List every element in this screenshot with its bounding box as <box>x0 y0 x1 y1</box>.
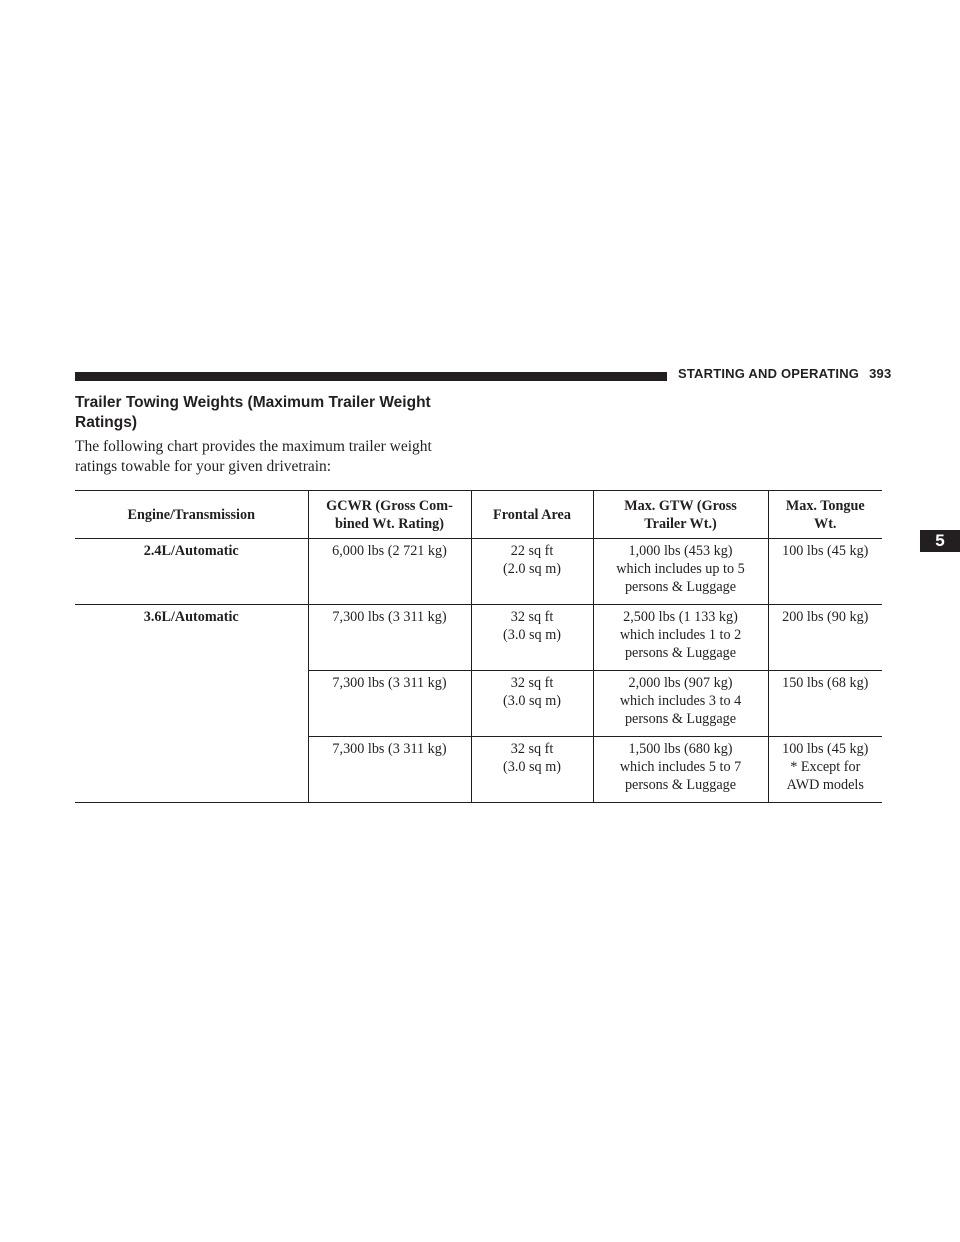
header-tongue-line2: Wt. <box>814 516 837 532</box>
header-section: STARTING AND OPERATING <box>678 366 860 381</box>
cell-gcwr: 7,300 lbs (3 311 kg) <box>308 737 471 803</box>
cell-engine: 2.4L/Automatic <box>75 539 308 605</box>
header-frontal-area: Frontal Area <box>471 491 593 539</box>
towing-weights-table <box>75 490 882 803</box>
cell-tongue-line1: 200 lbs (90 kg) <box>782 609 869 625</box>
cell-gtw-line1: 2,000 lbs (907 kg) <box>628 675 733 691</box>
cell-engine: 3.6L/Automatic <box>75 605 308 803</box>
section-title: Trailer Towing Weights (Maximum Trailer Weight Ratings) <box>75 394 431 431</box>
cell-gcwr: 6,000 lbs (2 721 kg) <box>308 539 471 605</box>
cell-area-line2: (3.0 sq m) <box>503 759 561 775</box>
cell-frontal-area <box>471 737 593 803</box>
header-gcwr <box>308 491 471 539</box>
cell-tongue-line1: 150 lbs (68 kg) <box>782 675 869 691</box>
cell-tongue <box>768 539 882 605</box>
cell-area-line2: (2.0 sq m) <box>503 561 561 577</box>
header-tongue <box>768 491 882 539</box>
cell-gtw-line2: which includes up to 5 <box>616 561 745 577</box>
cell-frontal-area <box>471 671 593 737</box>
cell-tongue-line2: * Except for <box>790 759 861 775</box>
cell-area-line1: 32 sq ft <box>510 675 554 691</box>
cell-area-line1: 22 sq ft <box>510 543 554 559</box>
table-header-row <box>75 491 882 539</box>
cell-gtw-line1: 1,000 lbs (453 kg) <box>628 543 733 559</box>
cell-gtw-line2: which includes 1 to 2 <box>619 627 742 643</box>
cell-tongue-line1: 100 lbs (45 kg) <box>782 741 869 757</box>
header-gtw-line1: Max. GTW (Gross <box>624 498 737 514</box>
cell-frontal-area <box>471 539 593 605</box>
chapter-tab: 5 <box>920 530 960 552</box>
cell-gtw <box>593 605 768 671</box>
cell-tongue <box>768 737 882 803</box>
intro-paragraph: The following chart provides the maximum trailer weight ratings towable for your given drivetrain: <box>75 438 432 475</box>
cell-gtw-line1: 1,500 lbs (680 kg) <box>628 741 733 757</box>
cell-tongue <box>768 671 882 737</box>
cell-area-line1: 32 sq ft <box>510 741 554 757</box>
page-number: 393 <box>869 366 892 381</box>
cell-gtw-line2: which includes 3 to 4 <box>619 693 742 709</box>
cell-gtw-line2: which includes 5 to 7 <box>619 759 742 775</box>
header-gtw-line2: Trailer Wt.) <box>644 516 717 532</box>
cell-gtw <box>593 671 768 737</box>
cell-area-line1: 32 sq ft <box>510 609 554 625</box>
cell-gtw-line3: persons & Luggage <box>624 777 737 793</box>
cell-tongue-line3: AWD models <box>786 777 864 793</box>
table-row <box>75 605 882 671</box>
cell-area-line2: (3.0 sq m) <box>503 627 561 643</box>
cell-area-line2: (3.0 sq m) <box>503 693 561 709</box>
cell-gcwr: 7,300 lbs (3 311 kg) <box>308 605 471 671</box>
header-rule <box>75 372 667 381</box>
cell-gcwr: 7,300 lbs (3 311 kg) <box>308 671 471 737</box>
cell-frontal-area <box>471 605 593 671</box>
cell-gtw <box>593 539 768 605</box>
running-header <box>678 366 891 381</box>
cell-gtw-line3: persons & Luggage <box>624 645 737 661</box>
cell-gtw <box>593 737 768 803</box>
cell-gtw-line3: persons & Luggage <box>624 579 737 595</box>
cell-tongue-line1: 100 lbs (45 kg) <box>782 543 869 559</box>
cell-tongue <box>768 605 882 671</box>
header-engine: Engine/Transmission <box>75 491 308 539</box>
cell-gtw-line1: 2,500 lbs (1 133 kg) <box>623 609 738 625</box>
header-gcwr-line2: bined Wt. Rating) <box>335 516 444 532</box>
table-row <box>75 539 882 605</box>
header-gcwr-line1: GCWR (Gross Com- <box>326 498 453 514</box>
cell-gtw-line3: persons & Luggage <box>624 711 737 727</box>
header-gtw <box>593 491 768 539</box>
header-tongue-line1: Max. Tongue <box>785 498 865 514</box>
